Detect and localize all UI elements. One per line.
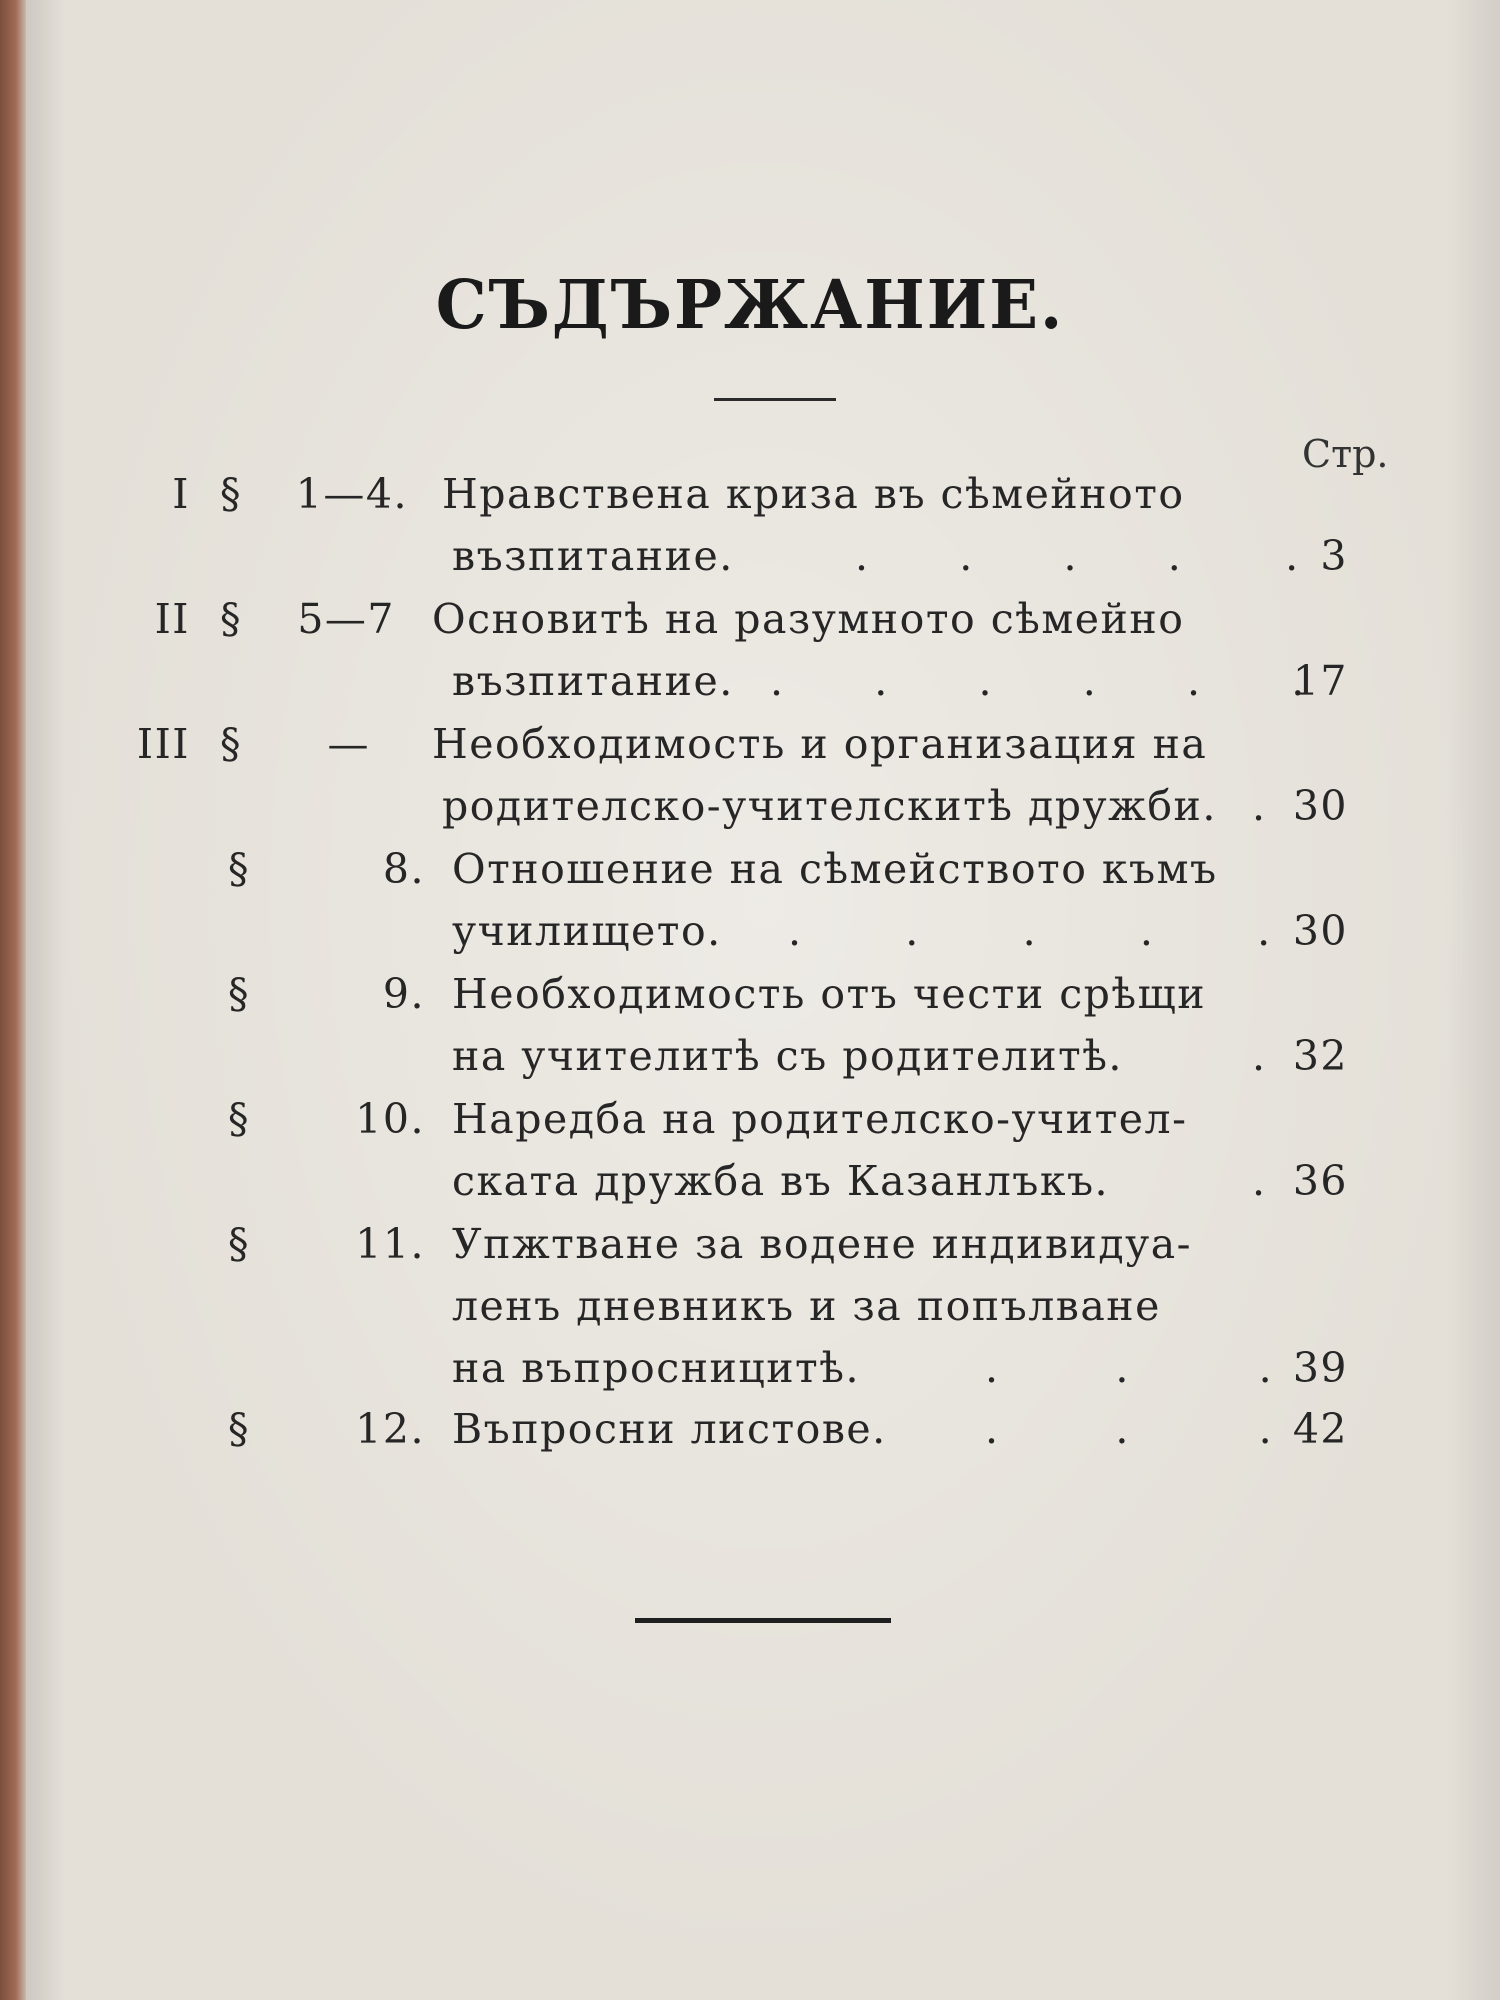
roman-numeral: I: [172, 470, 190, 518]
page-number: 3: [1320, 532, 1348, 580]
page-number: 30: [1292, 907, 1348, 955]
section-number: —: [327, 720, 370, 768]
page-number: 39: [1292, 1344, 1348, 1392]
section-number: 11.: [355, 1220, 425, 1268]
entry-line-1: Необходимость и организация на: [432, 720, 1208, 768]
page-number: 30: [1292, 782, 1348, 830]
page-number: 36: [1292, 1157, 1348, 1205]
entry-line-3: на въпросницитѣ.: [452, 1344, 860, 1392]
section-sign: §: [220, 720, 242, 768]
leader-dots: . . . . .: [788, 907, 1271, 955]
end-rule: [635, 1618, 891, 1623]
section-number: 5—7: [297, 595, 395, 643]
entry-line-1: Необходимость отъ чести срѣщи: [452, 970, 1207, 1018]
entry-line-1: Въпросни листове.: [452, 1405, 887, 1453]
entry-line-1: Отношение на сѣмейството къмъ: [452, 845, 1218, 893]
page-number: 17: [1292, 657, 1348, 705]
entry-line-1: Наредба на родителско-учител-: [452, 1095, 1188, 1143]
pages-column-header: Стр.: [1302, 432, 1389, 476]
page-number: 32: [1292, 1032, 1348, 1080]
entry-line-2: родителско-учителскитѣ дружби.: [442, 782, 1217, 830]
section-sign: §: [228, 1405, 250, 1453]
section-number: 9.: [382, 970, 425, 1018]
leader-dots: .: [1252, 1157, 1266, 1205]
entry-line-2: училището.: [452, 907, 722, 955]
entry-line-2: ската дружба въ Казанлъкъ.: [452, 1157, 1110, 1205]
roman-numeral: II: [154, 595, 190, 643]
leader-dots: .: [1252, 782, 1266, 830]
entry-line-2: ленъ дневникъ и за попълване: [452, 1282, 1161, 1330]
leader-dots: . . .: [985, 1405, 1272, 1453]
roman-numeral: III: [136, 720, 190, 768]
section-sign: §: [220, 595, 242, 643]
page-number: 42: [1292, 1405, 1348, 1453]
page-title: СЪДЪРЖАНИЕ.: [435, 266, 1065, 345]
entry-line-2: възпитание.: [452, 532, 734, 580]
title-rule: [714, 398, 836, 401]
section-sign: §: [228, 1095, 250, 1143]
leader-dots: . . . . .: [855, 532, 1299, 580]
entry-line-2: възпитание.: [452, 657, 734, 705]
section-sign: §: [228, 970, 250, 1018]
section-number: 12.: [355, 1405, 425, 1453]
section-number: 1—4.: [295, 470, 408, 518]
section-number: 10.: [355, 1095, 425, 1143]
entry-line-1: Основитѣ на разумното сѣмейно: [432, 595, 1185, 643]
entry-line-1: Упжтване за водене индивидуа-: [452, 1220, 1193, 1268]
entry-line-1: Нравствена криза въ сѣмейното: [442, 470, 1185, 518]
leader-dots: . . . . . .: [770, 657, 1305, 705]
leader-dots: . . .: [985, 1344, 1272, 1392]
section-sign: §: [220, 470, 242, 518]
section-sign: §: [228, 1220, 250, 1268]
section-number: 8.: [382, 845, 425, 893]
section-sign: §: [228, 845, 250, 893]
entry-line-2: на учителитѣ съ родителитѣ.: [452, 1032, 1123, 1080]
leader-dots: .: [1252, 1032, 1266, 1080]
